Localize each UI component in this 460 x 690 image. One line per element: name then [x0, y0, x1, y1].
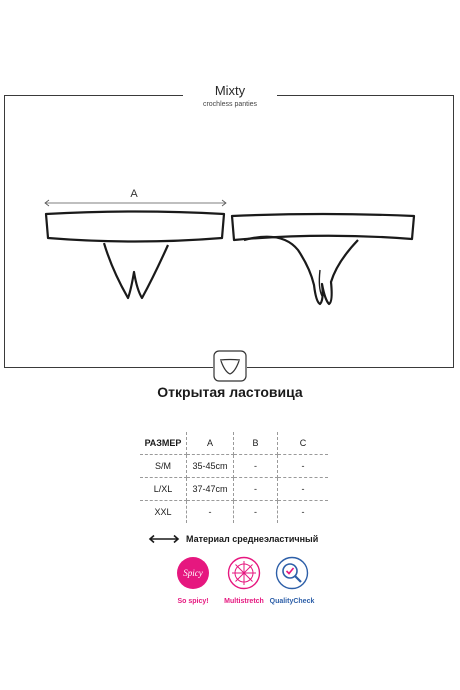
table-cell: 37-47cm [187, 478, 234, 501]
svg-text:Spicy: Spicy [183, 568, 203, 578]
spicy-icon [176, 556, 210, 590]
table-cell: - [234, 478, 278, 501]
table-row [140, 501, 328, 524]
column-header: A [187, 432, 234, 455]
table-cell: - [278, 478, 329, 501]
badge-quality-check [262, 556, 322, 605]
material-note [148, 534, 318, 544]
column-header: C [278, 432, 329, 455]
product-subtitle: crochless panties [202, 101, 258, 108]
badge-label: QualityCheck [269, 598, 315, 605]
material-text: Материал среднеэластичный [186, 534, 319, 544]
badge-label: So spicy! [177, 598, 209, 605]
open-gusset-icon [213, 350, 247, 382]
quality-check-icon [275, 556, 309, 590]
size-table [140, 432, 328, 523]
product-name: Mixty [214, 83, 246, 98]
measure-a-arrow [45, 200, 226, 206]
table-cell: - [234, 501, 278, 524]
table-cell: XXL [140, 501, 187, 524]
table-cell: - [278, 455, 329, 478]
back-view [232, 214, 414, 304]
front-view [46, 212, 224, 299]
table-cell: - [278, 501, 329, 524]
feature-heading: Открытая ластовица [157, 384, 303, 400]
column-header: B [234, 432, 278, 455]
table-row [140, 455, 328, 478]
table-cell: 35-45cm [187, 455, 234, 478]
double-arrow-icon [148, 534, 180, 544]
table-cell: - [234, 455, 278, 478]
badge-label: Multistretch [224, 598, 264, 605]
table-header-row [140, 432, 328, 455]
multistretch-icon [227, 556, 261, 590]
measure-a-label: A [130, 188, 138, 200]
table-cell: - [187, 501, 234, 524]
column-header: РАЗМЕР [140, 432, 187, 455]
table-row [140, 478, 328, 501]
table-cell: S/M [140, 455, 187, 478]
table-cell: L/XL [140, 478, 187, 501]
